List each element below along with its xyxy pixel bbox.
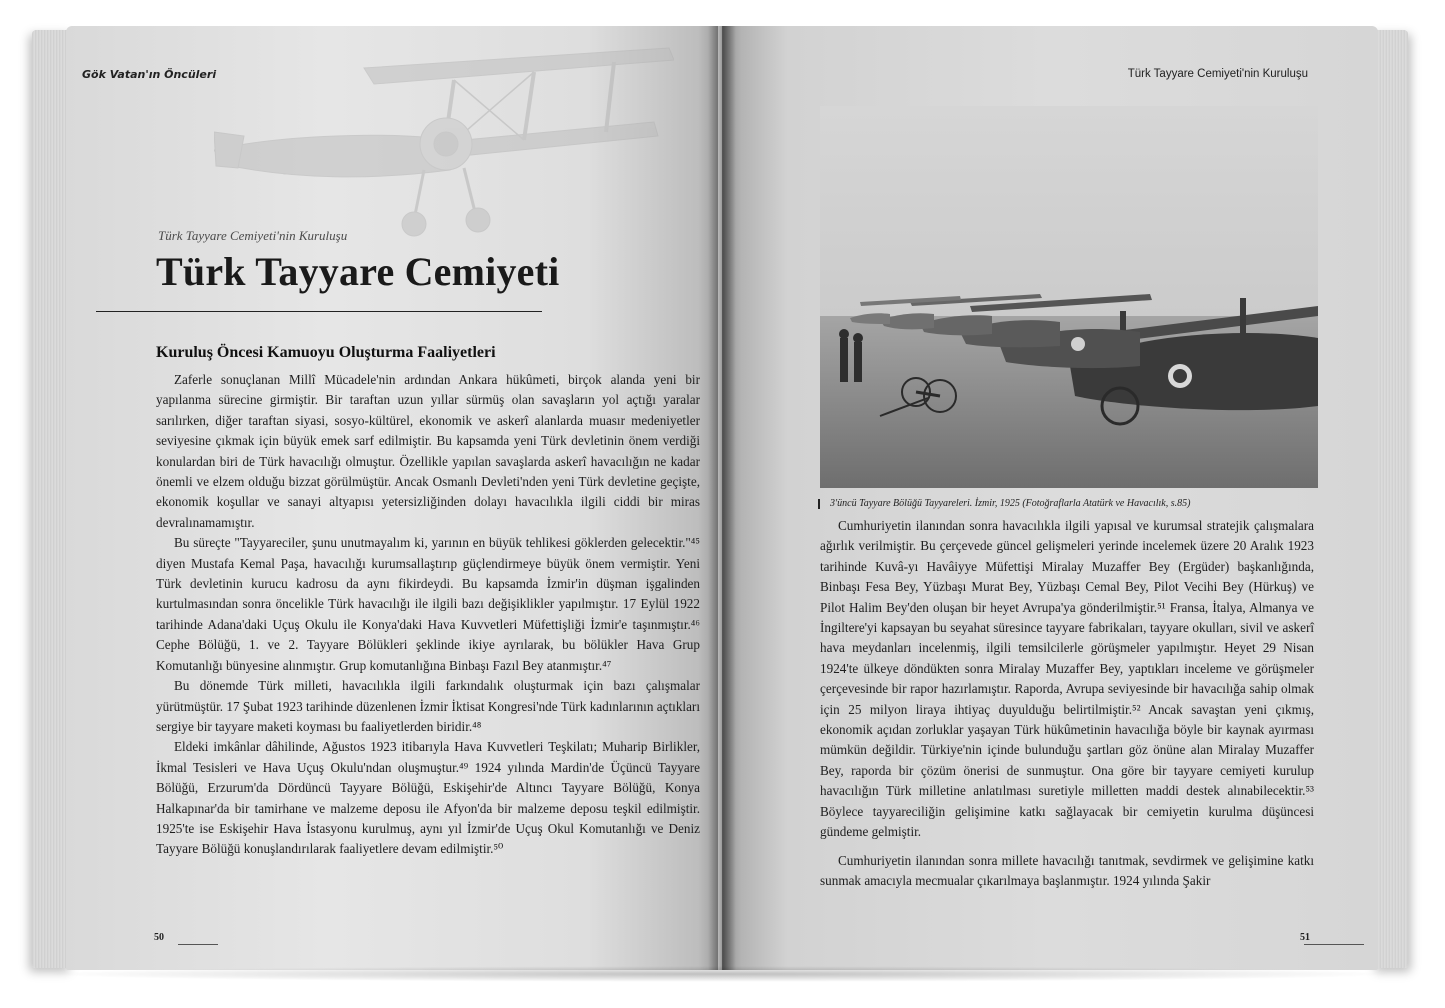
section-heading: Kuruluş Öncesi Kamuoyu Oluşturma Faaliyetleri bbox=[156, 344, 496, 361]
page-number-left: 50 bbox=[154, 932, 164, 943]
left-body-text bbox=[156, 370, 700, 860]
paragraph: Bu dönemde Türk milleti, havacılıkla ilgili farkındalık oluşturmak için bazı çalışmalar yürütmüştür. 17 Şubat 1923 tarihinde düzenlenen İzmir İktisat Kongresi'nde Türk kadınlarının açtıkları sergiye bir tayyare maketi koyması bu faaliyetlerden biridir.⁴⁸ bbox=[156, 678, 700, 734]
right-page bbox=[722, 26, 1378, 970]
paragraph: Cumhuriyetin ilanından sonra havacılıkla ilgili yapısal ve kurumsal stratejik çalışmalara ağırlık verilmiştir. Bu çerçevede güncel gelişmeleri yerinde incelemek üzere 20 Aralık 1923 tarihinde Kuvâ-yı Havâiyye Müfettişi Miralay Muzaffer Bey (Ergüder) başkanlığında, Binbaşı Fesa Bey, Yüzbaşı Murat Bey, Yüzbaşı Cemal Bey, Pilot Vecihi Bey (Hürkuş) ve Pilot Halim Bey'den oluşan bir heyet Avrupa'ya gönderilmiştir.⁵¹ Fransa, İtalya, Almanya ve İngiltere'yi kapsayan bu seyahat süresince tayyare fabrikaları, tayyare okulları, sivil ve askerî hava meydanları incelenmiş, ilgili temsilcilerle görüşmeler yapılmıştır. Heyet 29 Nisan 1924'te ülkeye döndükten sonra Miralay Muzaffer Bey, yaptıkları inceleme ve görüşmeler çerçevesinde bir rapor hazırlamıştır. Raporda, Avrupa seviyesinde bir havacılığa sahip olmak için 25 milyon liraya ihtiyaç duyulduğu belirtilmiştir.⁵² Ancak savaştan yeni çıkmış, ekonomik açıdan zorluklar yaşayan Türk hükûmetinin havacılığa böyle bir kaynak ayırması mümkün değildir. Türkiye'nin içinde bulunduğu şartları göz önüne alan Miralay Muzaffer Bey, raporda bir çözüm önerisi de sunmuştur. Ona göre bir tayyare cemiyeti kurulup havacılığın Türk milletine anlatılması suretiyle milletten maddi destek alınabilecektir.⁵³ Böylece tayyareciliğin gelişimine katkı sağlayacak bir cemiyetin kurulma düşüncesi gündeme gelmiştir. bbox=[820, 518, 1314, 840]
footer-rule-left bbox=[178, 944, 218, 945]
running-head-left: Gök Vatan'ın Öncüleri bbox=[82, 68, 217, 81]
caption-marker bbox=[818, 499, 820, 509]
footer-rule-right bbox=[1304, 944, 1364, 945]
caption-text: 3'üncü Tayyare Bölüğü Tayyareleri. İzmir, 1925 (Fotoğraflarla Atatürk ve Havacılık, s.85) bbox=[830, 498, 1191, 509]
paragraph: Zaferle sonuçlanan Millî Mücadele'nin ardından Ankara hükûmeti, birçok alanda yeni bir yapılanma sürecine girmiştir. Bir taraftan uzun yıllar sürmüş olan savaşların yol açtığı yaralar sarılırken, diğer taraftan siyasi, sosyo-kültürel, ekonomik ve askerî alanlarda muasır medeniyetler seviyesine çıkmak için büyük emek sarf edilmiştir. Bu kapsamda yeni Türk devletinin önem verdiği konulardan biri de Türk havacılığı olmuştur. Özellikle yapılan savaşlarda askerî havacılığın ne kadar önemli ve elzem olduğu bizzat görülmüştür. Ancak Osmanlı Devleti'nden yeni Türk devletine geçişte, ekonomik koşullar ve sanayi altyapısı yetersizliğinden dolayı havacılıkla ilgili ciddi bir miras devralınamamıştır. bbox=[156, 372, 700, 530]
paragraph: Eldeki imkânlar dâhilinde, Ağustos 1923 itibarıyla Hava Kuvvetleri Teşkilatı; Muharip Birlikler, İkmal Tesisleri ve Hava Uçuş Okulu'ndan oluşmuştur.⁴⁹ 1924 yılında Mardin'de Üçüncü Tayyare Bölüğü, Erzurum'da Dördüncü Tayyare Bölüğü, Eskişehir'de Altıncı Tayyare Bölüğü, Konya Halkapınar'da bir tamirhane ve malzeme deposu ile Afyon'da bir malzeme deposu teşkil edilmiştir. 1925'te ise Eskişehir Hava İstasyonu kurulmuş, aynı yıl İzmir'de Uçuş Okul Komutanlığı ve Deniz Tayyare Bölüğü konuşlandırılarak faaliyetlere devam edilmiştir.⁵⁰ bbox=[156, 739, 700, 857]
chapter-subtitle: Türk Tayyare Cemiyeti'nin Kuruluşu bbox=[158, 228, 348, 243]
paragraph: Cumhuriyetin ilanından sonra millete havacılığı tanıtmak, sevdirmek ve gelişimine katkı sunmak amacıyla mecmualar çıkarılmaya başlanmıştır. 1924 yılında Şakir bbox=[820, 852, 1314, 888]
running-head-right: Türk Tayyare Cemiyeti'nin Kuruluşu bbox=[1127, 68, 1308, 80]
chapter-title: Türk Tayyare Cemiyeti bbox=[156, 249, 560, 294]
airfield-biplanes-photo-icon bbox=[820, 106, 1318, 488]
paragraph: Bu süreçte "Tayyareciler, şunu unutmayalım ki, yarının en büyük tehlikesi göklerden gelecektir."⁴⁵ diyen Mustafa Kemal Paşa, havacılığı kurumsallaştırıp güçlendirmeye büyük önem vermiştir. Yeni Türk devletinin kurucu kadrosu da aynı fikirdeydi. Bu kapsamda İzmir'in düşman işgalinden kurtulmasından sonra öncelikle Türk havacılığı ile ilgili bazı değişiklikler yapılmıştır. 17 Eylül 1922 tarihinde Adana'daki Uçuş Okulu ile Konya'daki Hava Kuvvetleri Müfettişliği İzmir'e taşınmıştır.⁴⁶ Cephe Bölüğü, 1. ve 2. Tayyare Bölükleri şeklinde ikiye ayrılarak, bu bölükler Hava Grup Komutanlığı bünyesine alınmıştır. Grup komutanlığına Binbaşı Fazıl Bey atanmıştır.⁴⁷ bbox=[156, 535, 700, 673]
page-number-right: 51 bbox=[1300, 932, 1310, 943]
book-shadow bbox=[40, 966, 1400, 982]
title-rule bbox=[96, 311, 542, 312]
historic-photo bbox=[820, 106, 1318, 488]
book-gutter bbox=[708, 26, 736, 970]
left-page bbox=[66, 26, 718, 970]
photo-caption bbox=[818, 498, 1190, 509]
right-body-text bbox=[820, 516, 1314, 891]
biplane-watermark-icon bbox=[214, 40, 674, 240]
